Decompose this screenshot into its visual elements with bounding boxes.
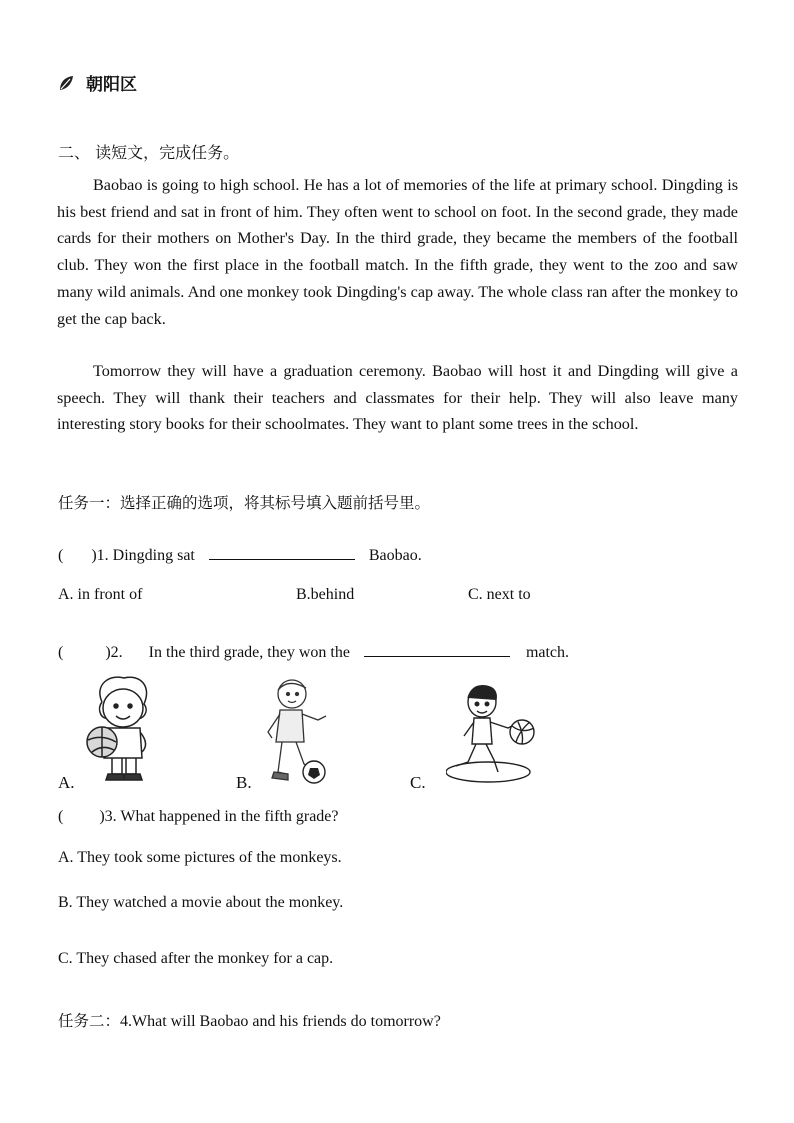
question-3-text: What happened in the fifth grade? xyxy=(120,808,339,825)
answer-paren-close: )2. xyxy=(105,644,123,661)
boy-basketball-illustration xyxy=(80,674,164,786)
district-title: 朝阳区 xyxy=(86,75,137,95)
answer-paren-close: )1. xyxy=(91,547,109,564)
task1-title: 任务一：选择正确的选项，将其标号填入题前括号里。 xyxy=(58,494,431,512)
task2-label: 任务二： xyxy=(58,1012,121,1030)
q1-option-c: C. next to xyxy=(468,586,531,603)
question-2-text-after: match. xyxy=(525,644,570,661)
q1-option-b: B.behind xyxy=(296,586,355,603)
question-2 xyxy=(58,642,569,662)
page-header xyxy=(58,70,137,95)
q3-option-b: B. They watched a movie about the monkey. xyxy=(58,894,344,911)
section-title: 二、 读短文，完成任务。 xyxy=(58,143,240,162)
leaf-icon xyxy=(58,75,74,91)
q2-option-a: A. xyxy=(58,773,75,792)
q3-option-a: A. They took some pictures of the monkeys. xyxy=(58,849,342,866)
answer-paren-open: ( xyxy=(58,808,64,825)
question-1 xyxy=(58,545,422,565)
q2-option-b: B. xyxy=(236,773,252,792)
q2-option-c: C. xyxy=(410,773,426,792)
passage-paragraph-1: Baobao is going to high school. He has a lot of memories of the life at primary school. Dingding is his best friend and sat in front of him. They often went to school on foot. In the second grade, they made cards for their mothers on Mother's Day. In the third grade, they became the members of the football club. They won the first place in the football match. In the fifth grade, they went to the zoo and saw many wild animals. And one monkey took Dingding's cap away. The whole class ran after the monkey to get the cap back. xyxy=(57,176,738,328)
task2-question: 4.What will Baobao and his friends do tomorrow? xyxy=(120,1013,441,1030)
q1-option-a: A. in front of xyxy=(58,586,143,603)
answer-paren-open: ( xyxy=(58,547,64,564)
fill-blank-1[interactable] xyxy=(209,545,355,560)
question-3 xyxy=(58,808,339,826)
question-1-text: Dingding sat xyxy=(112,547,195,564)
question-2-text: In the third grade, they won the xyxy=(148,644,350,661)
boy-volleyball-illustration xyxy=(446,682,546,786)
kid-football-illustration xyxy=(258,676,338,788)
passage-paragraph-2: Tomorrow they will have a graduation ceremony. Baobao will host it and Dingding will give a speech. They will thank their teachers and classmates for their help. They will also leave many interesting story books for their schoolmates. They want to plant some trees in the school. xyxy=(57,362,738,434)
answer-paren-open: ( xyxy=(58,644,64,661)
q3-option-c: C. They chased after the monkey for a cap. xyxy=(58,950,334,967)
fill-blank-2[interactable] xyxy=(364,642,510,657)
answer-paren-close: )3. xyxy=(99,808,117,825)
question-1-text-after: Baobao. xyxy=(368,547,422,564)
task2 xyxy=(58,1009,441,1031)
